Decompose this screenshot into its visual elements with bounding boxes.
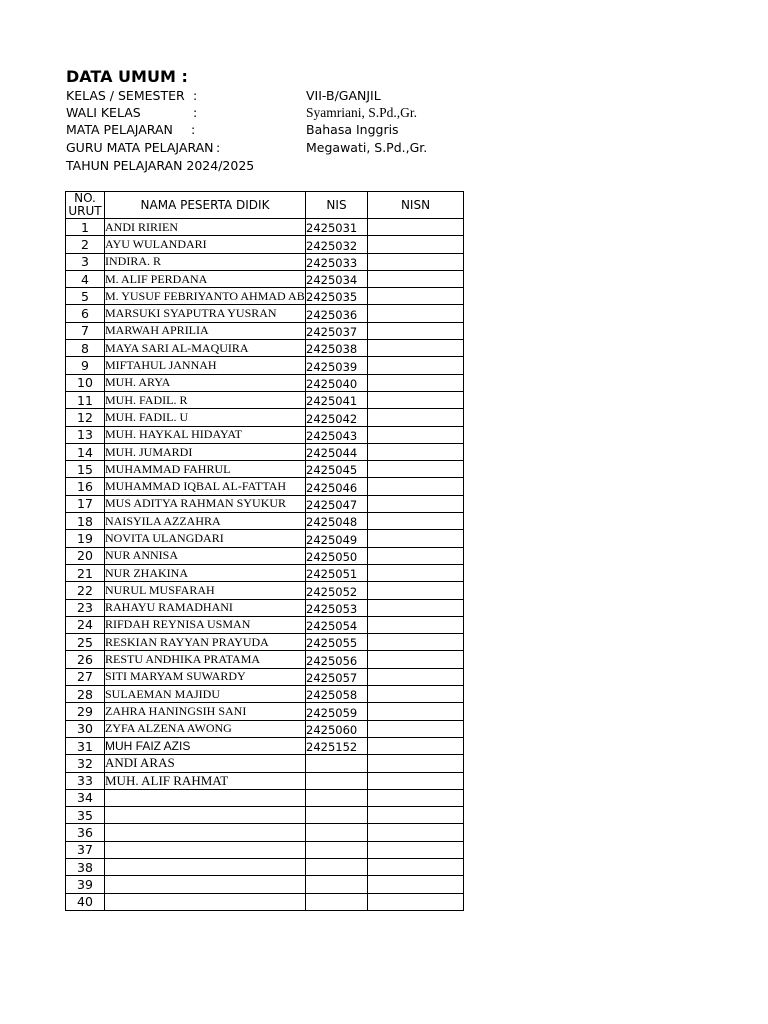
cell-nama[interactable]: INDIRA. R	[105, 253, 306, 270]
cell-nama[interactable]: MUH. HAYKAL HIDAYAT	[105, 426, 306, 443]
cell-no[interactable]: 18	[66, 513, 105, 530]
meta-label: GURU MATA PELAJARAN	[66, 140, 214, 155]
cell-nis[interactable]: 2425047	[306, 495, 368, 512]
cell-no[interactable]: 38	[66, 858, 105, 875]
cell-nis[interactable]: 2425045	[306, 461, 368, 478]
cell-nama[interactable]: M. YUSUF FEBRIYANTO AHMAD AB	[105, 288, 306, 305]
cell-nisn[interactable]	[368, 582, 464, 599]
table-row	[66, 858, 464, 875]
cell-no[interactable]: 16	[66, 478, 105, 495]
cell-nama[interactable]: RIFDAH REYNISA USMAN	[105, 616, 306, 633]
cell-nama[interactable]: MUH. FADIL. U	[105, 409, 306, 426]
cell-no[interactable]: 20	[66, 547, 105, 564]
cell-no[interactable]: 1	[66, 219, 105, 236]
cell-no[interactable]: 37	[66, 841, 105, 858]
cell-nisn[interactable]	[368, 737, 464, 754]
cell-no[interactable]: 24	[66, 616, 105, 633]
cell-nis[interactable]	[306, 893, 368, 910]
cell-nama[interactable]	[105, 789, 306, 806]
cell-nisn[interactable]	[368, 513, 464, 530]
cell-no[interactable]: 23	[66, 599, 105, 616]
table-row	[66, 357, 464, 374]
cell-nis[interactable]: 2425040	[306, 374, 368, 391]
header-no-urut-label: NO. URUT	[68, 191, 102, 218]
cell-nama[interactable]: MUHAMMAD IQBAL AL-FATTAH	[105, 478, 306, 495]
cell-nama[interactable]: RESKIAN RAYYAN PRAYUDA	[105, 634, 306, 651]
meta-colon: :	[191, 122, 196, 137]
cell-nisn[interactable]	[368, 634, 464, 651]
cell-nama[interactable]: NUR ZHAKINA	[105, 564, 306, 581]
cell-nis[interactable]: 2425054	[306, 616, 368, 633]
cell-no[interactable]: 26	[66, 651, 105, 668]
cell-nama[interactable]: NURUL MUSFARAH	[105, 582, 306, 599]
cell-no[interactable]: 3	[66, 253, 105, 270]
cell-nis[interactable]	[306, 841, 368, 858]
cell-no[interactable]: 22	[66, 582, 105, 599]
table-row	[66, 236, 464, 253]
cell-nisn[interactable]	[368, 564, 464, 581]
cell-no[interactable]: 25	[66, 634, 105, 651]
cell-no[interactable]: 32	[66, 755, 105, 772]
cell-nisn[interactable]	[368, 219, 464, 236]
cell-nisn[interactable]	[368, 426, 464, 443]
table-row	[66, 737, 464, 754]
table-row	[66, 288, 464, 305]
meta-label: TAHUN PELAJARAN 2024/2025	[66, 158, 255, 173]
cell-nama[interactable]	[105, 841, 306, 858]
meta-value: VII-B/GANJIL	[306, 88, 381, 103]
cell-nis[interactable]: 2425052	[306, 582, 368, 599]
cell-nis[interactable]: 2425060	[306, 720, 368, 737]
header-nisn: NISN	[368, 192, 464, 219]
cell-nisn[interactable]	[368, 288, 464, 305]
cell-no[interactable]: 31	[66, 737, 105, 754]
table-row	[66, 599, 464, 616]
cell-nama[interactable]: ANDI RIRIEN	[105, 219, 306, 236]
cell-nama[interactable]	[105, 858, 306, 875]
cell-nis[interactable]: 2425041	[306, 391, 368, 408]
cell-nama[interactable]: SITI MARYAM SUWARDY	[105, 668, 306, 685]
cell-nis[interactable]: 2425051	[306, 564, 368, 581]
cell-nis[interactable]: 2425033	[306, 253, 368, 270]
table-row	[66, 564, 464, 581]
cell-nisn[interactable]	[368, 443, 464, 460]
header-no-urut	[66, 192, 105, 219]
meta-colon: :	[193, 105, 198, 120]
table-row	[66, 651, 464, 668]
cell-nisn[interactable]	[368, 703, 464, 720]
cell-nis[interactable]	[306, 789, 368, 806]
cell-nisn[interactable]	[368, 391, 464, 408]
cell-nis[interactable]	[306, 876, 368, 893]
cell-nis[interactable]: 2425038	[306, 340, 368, 357]
cell-nisn[interactable]	[368, 668, 464, 685]
table-row	[66, 391, 464, 408]
cell-no[interactable]: 4	[66, 270, 105, 287]
cell-nis[interactable]: 2425055	[306, 634, 368, 651]
cell-nisn[interactable]	[368, 876, 464, 893]
table-row	[66, 478, 464, 495]
cell-nisn[interactable]	[368, 305, 464, 322]
meta-label: MATA PELAJARAN	[66, 122, 173, 137]
cell-nama[interactable]: ZYFA ALZENA AWONG	[105, 720, 306, 737]
cell-no[interactable]: 29	[66, 703, 105, 720]
cell-nis[interactable]	[306, 824, 368, 841]
table-row	[66, 824, 464, 841]
table-row	[66, 876, 464, 893]
table-row	[66, 893, 464, 910]
cell-nis[interactable]: 2425057	[306, 668, 368, 685]
cell-no[interactable]: 36	[66, 824, 105, 841]
cell-nis[interactable]: 2425152	[306, 737, 368, 754]
cell-nis[interactable]: 2425049	[306, 530, 368, 547]
cell-nis[interactable]: 2425050	[306, 547, 368, 564]
cell-nama[interactable]: MUH. FADIL. R	[105, 391, 306, 408]
table-row	[66, 755, 464, 772]
table-row	[66, 513, 464, 530]
table-row	[66, 305, 464, 322]
cell-nisn[interactable]	[368, 772, 464, 789]
cell-nama[interactable]: RAHAYU RAMADHANI	[105, 599, 306, 616]
cell-nama[interactable]: ZAHRA HANINGSIH SANI	[105, 703, 306, 720]
cell-nisn[interactable]	[368, 340, 464, 357]
cell-nama[interactable]	[105, 893, 306, 910]
cell-no[interactable]: 17	[66, 495, 105, 512]
cell-nis[interactable]: 2425046	[306, 478, 368, 495]
cell-nis[interactable]: 2425053	[306, 599, 368, 616]
cell-nis[interactable]: 2425058	[306, 686, 368, 703]
table-row	[66, 409, 464, 426]
cell-nis[interactable]: 2425037	[306, 322, 368, 339]
page-title: DATA UMUM :	[66, 67, 188, 86]
cell-nisn[interactable]	[368, 720, 464, 737]
cell-no[interactable]: 6	[66, 305, 105, 322]
cell-nisn[interactable]	[368, 893, 464, 910]
cell-nisn[interactable]	[368, 357, 464, 374]
cell-nama[interactable]: AYU WULANDARI	[105, 236, 306, 253]
table-row	[66, 495, 464, 512]
cell-no[interactable]: 9	[66, 357, 105, 374]
cell-nis[interactable]: 2425048	[306, 513, 368, 530]
table-row	[66, 374, 464, 391]
cell-nama[interactable]: MUH FAIZ AZIS	[105, 737, 306, 754]
student-table	[65, 191, 464, 911]
cell-nama[interactable]: MUHAMMAD FAHRUL	[105, 461, 306, 478]
cell-no[interactable]: 34	[66, 789, 105, 806]
cell-nisn[interactable]	[368, 253, 464, 270]
cell-no[interactable]: 2	[66, 236, 105, 253]
cell-no[interactable]: 10	[66, 374, 105, 391]
cell-nama[interactable]: NAISYILA AZZAHRA	[105, 513, 306, 530]
table-row	[66, 547, 464, 564]
meta-colon: :	[193, 88, 198, 103]
meta-value: Bahasa Inggris	[306, 122, 399, 137]
cell-nama[interactable]: MUH. JUMARDI	[105, 443, 306, 460]
cell-nisn[interactable]	[368, 409, 464, 426]
cell-nis[interactable]	[306, 755, 368, 772]
cell-no[interactable]: 5	[66, 288, 105, 305]
header-nis: NIS	[306, 192, 368, 219]
cell-no[interactable]: 33	[66, 772, 105, 789]
table-row	[66, 530, 464, 547]
header-nama: NAMA PESERTA DIDIK	[105, 192, 306, 219]
cell-nis[interactable]: 2425032	[306, 236, 368, 253]
table-row	[66, 461, 464, 478]
table-row	[66, 703, 464, 720]
cell-nama[interactable]	[105, 876, 306, 893]
cell-nama[interactable]: SULAEMAN MAJIDU	[105, 686, 306, 703]
meta-value: Megawati, S.Pd.,Gr.	[306, 140, 428, 155]
cell-nama[interactable]: MARWAH APRILIA	[105, 322, 306, 339]
cell-no[interactable]: 7	[66, 322, 105, 339]
cell-no[interactable]: 14	[66, 443, 105, 460]
table-row	[66, 841, 464, 858]
cell-no[interactable]: 19	[66, 530, 105, 547]
cell-nisn[interactable]	[368, 599, 464, 616]
table-row	[66, 616, 464, 633]
cell-nis[interactable]: 2425043	[306, 426, 368, 443]
cell-nis[interactable]	[306, 858, 368, 875]
cell-nisn[interactable]	[368, 841, 464, 858]
cell-no[interactable]: 15	[66, 461, 105, 478]
cell-no[interactable]: 8	[66, 340, 105, 357]
meta-label: WALI KELAS	[66, 105, 141, 120]
cell-no[interactable]: 12	[66, 409, 105, 426]
meta-label: KELAS / SEMESTER	[66, 88, 185, 103]
cell-nis[interactable]: 2425031	[306, 219, 368, 236]
cell-nama[interactable]: M. ALIF PERDANA	[105, 270, 306, 287]
cell-nama[interactable]	[105, 807, 306, 824]
cell-nisn[interactable]	[368, 478, 464, 495]
cell-nama[interactable]: NOVITA ULANGDARI	[105, 530, 306, 547]
cell-nis[interactable]: 2425035	[306, 288, 368, 305]
cell-nisn[interactable]	[368, 686, 464, 703]
cell-no[interactable]: 27	[66, 668, 105, 685]
cell-nis[interactable]	[306, 807, 368, 824]
cell-nama[interactable]: MUS ADITYA RAHMAN SYUKUR	[105, 495, 306, 512]
cell-no[interactable]: 28	[66, 686, 105, 703]
table-row	[66, 426, 464, 443]
table-row	[66, 340, 464, 357]
table-body	[66, 219, 464, 911]
cell-nisn[interactable]	[368, 755, 464, 772]
cell-nisn[interactable]	[368, 789, 464, 806]
table-row	[66, 668, 464, 685]
cell-nama[interactable]	[105, 824, 306, 841]
table-row	[66, 443, 464, 460]
cell-nisn[interactable]	[368, 495, 464, 512]
cell-nisn[interactable]	[368, 547, 464, 564]
cell-nis[interactable]: 2425042	[306, 409, 368, 426]
cell-nama[interactable]: ANDI ARAS	[105, 755, 306, 772]
cell-no[interactable]: 40	[66, 893, 105, 910]
table-row	[66, 582, 464, 599]
cell-no[interactable]: 13	[66, 426, 105, 443]
cell-nis[interactable]: 2425056	[306, 651, 368, 668]
table-row	[66, 772, 464, 789]
cell-nis[interactable]	[306, 772, 368, 789]
cell-no[interactable]: 11	[66, 391, 105, 408]
cell-nisn[interactable]	[368, 824, 464, 841]
cell-nisn[interactable]	[368, 322, 464, 339]
cell-nama[interactable]: MARSUKI SYAPUTRA YUSRAN	[105, 305, 306, 322]
table-row	[66, 634, 464, 651]
cell-nisn[interactable]	[368, 270, 464, 287]
cell-no[interactable]: 35	[66, 807, 105, 824]
table-header-row	[66, 192, 464, 219]
cell-nama[interactable]: RESTU ANDHIKA PRATAMA	[105, 651, 306, 668]
table-row	[66, 686, 464, 703]
cell-nis[interactable]: 2425044	[306, 443, 368, 460]
cell-nis[interactable]: 2425034	[306, 270, 368, 287]
cell-nama[interactable]: MIFTAHUL JANNAH	[105, 357, 306, 374]
table-row	[66, 219, 464, 236]
cell-nisn[interactable]	[368, 807, 464, 824]
cell-nisn[interactable]	[368, 374, 464, 391]
table-row	[66, 807, 464, 824]
cell-nis[interactable]: 2425039	[306, 357, 368, 374]
cell-nisn[interactable]	[368, 616, 464, 633]
cell-nisn[interactable]	[368, 530, 464, 547]
table-row	[66, 253, 464, 270]
cell-no[interactable]: 30	[66, 720, 105, 737]
table-row	[66, 322, 464, 339]
cell-no[interactable]: 21	[66, 564, 105, 581]
cell-nisn[interactable]	[368, 461, 464, 478]
cell-nisn[interactable]	[368, 651, 464, 668]
cell-no[interactable]: 39	[66, 876, 105, 893]
cell-nama[interactable]: NUR ANNISA	[105, 547, 306, 564]
cell-nisn[interactable]	[368, 858, 464, 875]
table-row	[66, 720, 464, 737]
table-row	[66, 270, 464, 287]
cell-nama[interactable]: MUH. ALIF RAHMAT	[105, 772, 306, 789]
cell-nisn[interactable]	[368, 236, 464, 253]
meta-value: Syamriani, S.Pd.,Gr.	[306, 105, 418, 120]
cell-nama[interactable]: MUH. ARYA	[105, 374, 306, 391]
table-row	[66, 789, 464, 806]
cell-nama[interactable]: MAYA SARI AL-MAQUIRA	[105, 340, 306, 357]
cell-nis[interactable]: 2425036	[306, 305, 368, 322]
meta-colon: :	[216, 140, 221, 155]
cell-nis[interactable]: 2425059	[306, 703, 368, 720]
